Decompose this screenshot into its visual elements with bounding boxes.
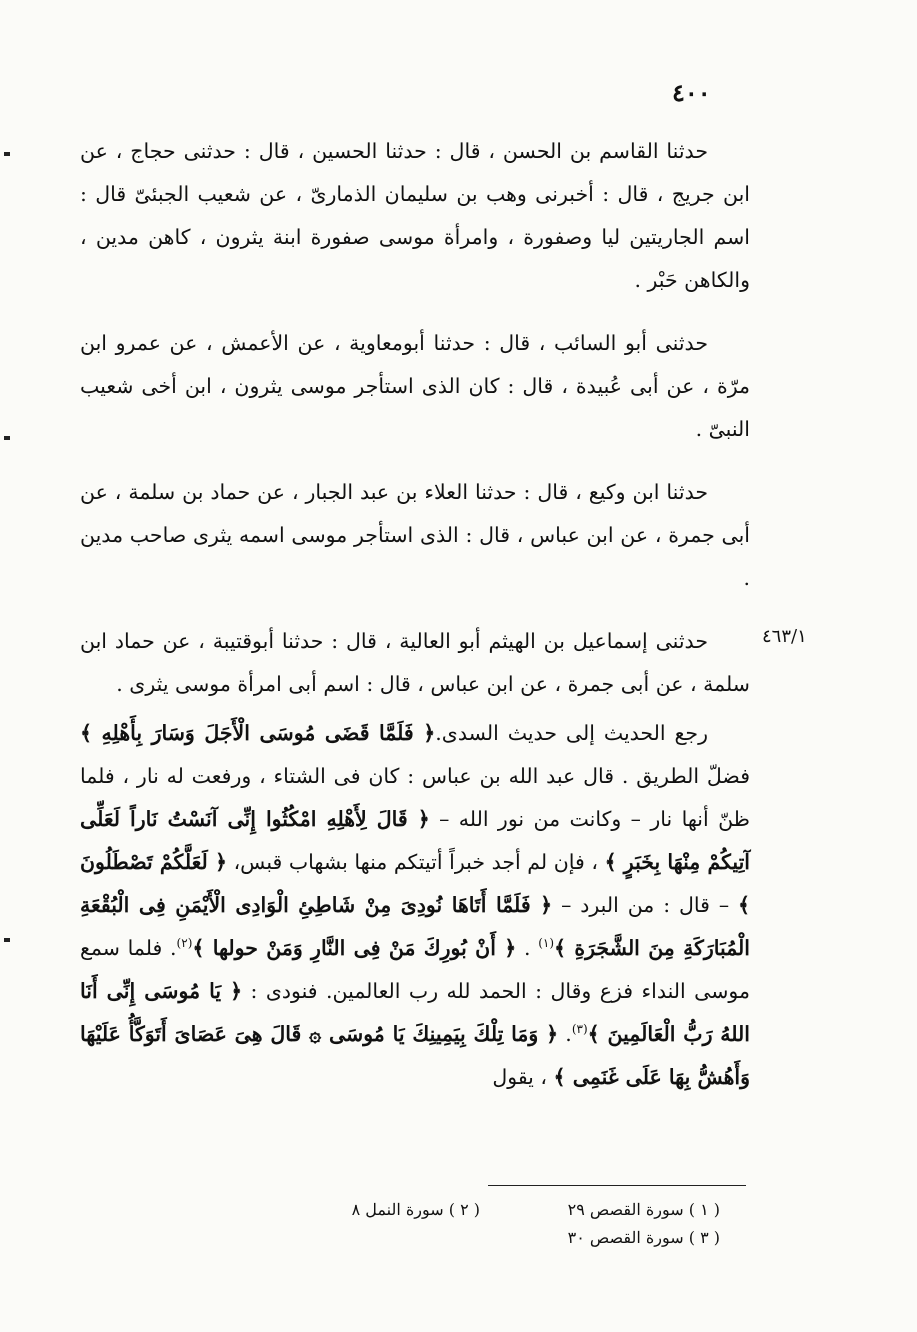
narrative-text: ، يقول	[492, 1065, 554, 1089]
narrative-paragraph	[80, 712, 750, 1099]
quran-verse: ﴿ فَلَمَّا قَضَى مُوسَى الْأَجَلَ وَسَارَ بِأَهْلِهِ ﴾	[80, 721, 436, 745]
narrative-text: .	[516, 936, 539, 960]
footnote-1: ( ١ ) سورة القصص ٢٩	[567, 1200, 720, 1219]
footnote-3: ( ٣ ) سورة القصص ٣٠	[567, 1228, 720, 1247]
quran-verse: ﴿ أَنْ بُورِكَ مَنْ فِى النَّارِ وَمَنْ حولها ﴾	[192, 936, 517, 960]
narrative-text: ، فإن لم أجد خبراً أتيتكم منها بشهاب قبس،	[227, 850, 605, 874]
margin-tick-mark	[4, 152, 10, 156]
quran-verse: ﴿ قَالَ لِأَهْلِهِ امْكُثُوا إِنِّى آنَسْتُ نَاراً لَعَلِّى آتِيكُمْ مِنْهَا بِخَبَرٍ ﴾	[80, 807, 750, 874]
narrative-text: .	[558, 1022, 572, 1046]
page-number: ٤٠٠	[672, 78, 711, 107]
margin-tick-mark	[4, 938, 10, 942]
footnote-marker: (٢)	[176, 936, 193, 951]
footnote-marker: (١)	[538, 936, 555, 951]
narrative-text: – قال : من البرد –	[552, 893, 738, 917]
hadith-paragraph: حدثنا القاسم بن الحسن ، قال : حدثنا الحسين ، قال : حدثنى حجاج ، عن ابن جريج ، قال : أخبرنى وهب بن سليمان الذمارىّ ، عن شعيب الجبئىّ قال : اسم الجاريتين ليا وصفورة ، وامرأة موسى صفورة ابنة يثرون ، كاهن مدين ، والكاهن حَبْر .	[80, 139, 750, 292]
quran-verse: ﴿ لَعَلَّكُمْ تَصْطَلُونَ ﴾	[80, 850, 750, 917]
quran-verse: ﴿ وَمَا تِلْكَ بِيَمِينِكَ يَا مُوسَى ۞ قَالَ هِىَ عَصَاىَ أَتَوَكَّأُ عَلَيْهَا وَأَهُشُّ بِهَا عَلَى غَنَمِى ﴾	[80, 1022, 750, 1089]
quran-verse: ﴿ يَا مُوسَى إِنِّى أَنَا اللهُ رَبُّ الْعَالَمِينَ ﴾	[80, 979, 750, 1046]
narrative-text: فضلّ الطريق . قال عبد الله بن عباس : كان فى الشتاء ، ورفعت له نار ، فلما ظنّ أنها نار – وكانت من نور الله –	[80, 764, 750, 831]
hadith-paragraph: حدثنى أبو السائب ، قال : حدثنا أبومعاوية ، عن الأعمش ، عن عمرو ابن مرّة ، عن أبى عُبيدة ، قال : كان الذى استأجر موسى يثرون ، ابن أخى شعيب النبىّ .	[80, 331, 750, 441]
footnote-marker: (٣)	[571, 1022, 588, 1037]
narrative-text: . فلما سمع موسى النداء فزع وقال : الحمد لله رب العالمين. فنودى :	[80, 936, 750, 1003]
main-text	[80, 130, 750, 1119]
quran-verse: ﴿ فَلَمَّا أَتَاهَا نُودِىَ مِنْ شَاطِئِ الْوَادِى الْأَيْمَنِ فِى الْبُقْعَةِ الْمُبَارَكَةِ مِنَ الشَّجَرَةِ ﴾	[80, 893, 750, 960]
narrative-text: رجع الحديث إلى حديث السدى.	[435, 721, 709, 745]
footnotes	[240, 1196, 720, 1252]
footnote-divider	[488, 1185, 746, 1186]
footnote-2: ( ٢ ) سورة النمل ٨	[351, 1200, 480, 1219]
hadith-paragraph: حدثنا ابن وكيع ، قال : حدثنا العلاء بن عبد الجبار ، عن حماد بن سلمة ، عن أبى جمرة ، عن ابن عباس ، قال : الذى استأجر موسى اسمه يثرى صاحب مدين .	[80, 480, 750, 590]
margin-reference: ٤٦٣/١	[762, 626, 807, 647]
hadith-paragraph: حدثنى إسماعيل بن الهيثم أبو العالية ، قال : حدثنا أبوقتيبة ، عن حماد ابن سلمة ، عن أبى جمرة ، عن ابن عباس ، قال : اسم أبى امرأة موسى يثرى .	[80, 629, 750, 696]
margin-tick-mark	[4, 436, 10, 440]
